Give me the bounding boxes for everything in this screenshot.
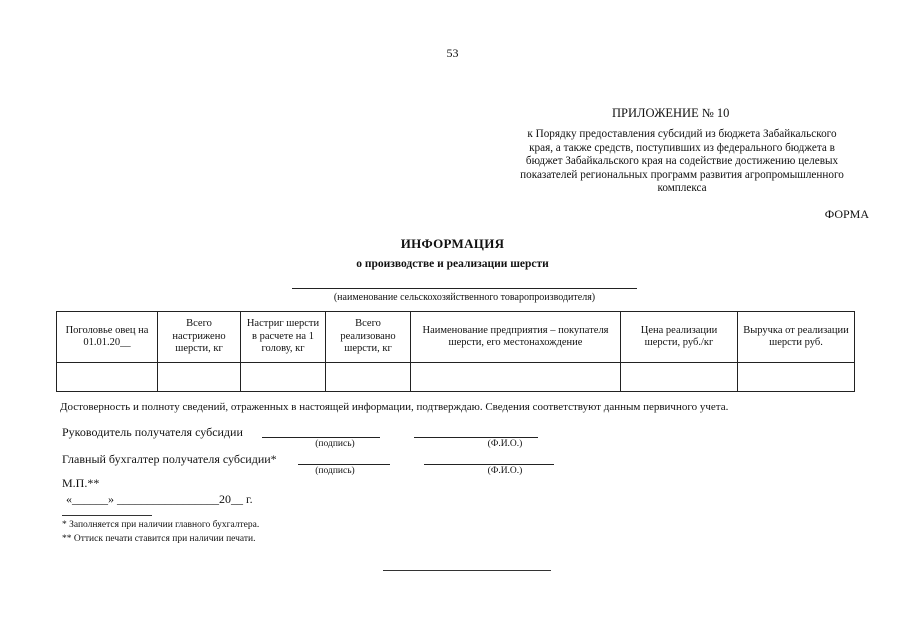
- column-header: Настриг шерсти в расчете на 1 голову, кг: [241, 312, 326, 363]
- column-header: Всего реализовано шерсти, кг: [326, 312, 411, 363]
- producer-name-field[interactable]: [292, 288, 637, 289]
- director-label: Руководитель получателя субсидии: [62, 425, 243, 439]
- appendix-line: показателей региональных программ развития агропромышленного: [520, 168, 844, 181]
- wool-production-table: [56, 311, 855, 392]
- footnote-divider: [62, 515, 152, 516]
- confirmation-text: Достоверность и полноту сведений, отраженных в настоящей информации, подтверждаю. Сведения соответствуют данным первичного учета.: [60, 401, 729, 413]
- producer-name-hint: (наименование сельскохозяйственного товаропроизводителя): [333, 292, 596, 303]
- director-name-hint: (Ф.И.О.): [487, 439, 523, 449]
- page-number: 53: [446, 46, 459, 60]
- end-divider: [383, 570, 551, 571]
- accountant-label: Главный бухгалтер получателя субсидии*: [62, 452, 277, 466]
- table-row: [57, 363, 855, 392]
- table-cell[interactable]: [411, 363, 621, 392]
- accountant-name-hint: (Ф.И.О.): [487, 466, 523, 476]
- table-cell[interactable]: [738, 363, 855, 392]
- column-header: Наименование предприятия – покупателя шерсти, его местонахождение: [411, 312, 621, 363]
- document-subtitle: о производстве и реализации шерсти: [356, 258, 549, 270]
- footnote-1: * Заполняется при наличии главного бухгалтера.: [62, 520, 260, 530]
- column-header: Всего настрижено шерсти, кг: [158, 312, 241, 363]
- appendix-line: комплекса: [657, 182, 707, 195]
- column-header: Выручка от реализации шерсти руб.: [738, 312, 855, 363]
- accountant-name-field[interactable]: [424, 464, 554, 465]
- director-name-field[interactable]: [414, 437, 538, 438]
- date-line[interactable]: «______» _________________20__ г.: [66, 492, 253, 506]
- appendix-line: к Порядку предоставления субсидий из бюджета Забайкальского: [527, 128, 837, 140]
- table-cell[interactable]: [158, 363, 241, 392]
- accountant-signature-hint: (подпись): [315, 466, 355, 476]
- accountant-signature-field[interactable]: [298, 464, 390, 465]
- column-header: Цена реализации шерсти, руб./кг: [621, 312, 738, 363]
- appendix-line: бюджет Забайкальского края на содействие достижению целевых: [525, 155, 839, 168]
- appendix-line: края, а также средств, поступивших из федерального бюджета в: [529, 141, 835, 154]
- director-signature-field[interactable]: [262, 437, 380, 438]
- director-signature-hint: (подпись): [315, 439, 355, 449]
- form-label: ФОРМА: [824, 207, 869, 221]
- appendix-description: [488, 128, 876, 196]
- table-header-row: [57, 312, 855, 363]
- table-cell[interactable]: [621, 363, 738, 392]
- document-title: ИНФОРМАЦИЯ: [400, 236, 505, 251]
- appendix-title: ПРИЛОЖЕНИЕ № 10: [612, 106, 730, 120]
- footnote-2: ** Оттиск печати ставится при наличии печати.: [62, 534, 256, 544]
- table-cell[interactable]: [57, 363, 158, 392]
- table-cell[interactable]: [241, 363, 326, 392]
- table-cell[interactable]: [326, 363, 411, 392]
- column-header: Поголовье овец на 01.01.20__: [57, 312, 158, 363]
- stamp-label: М.П.**: [62, 476, 100, 490]
